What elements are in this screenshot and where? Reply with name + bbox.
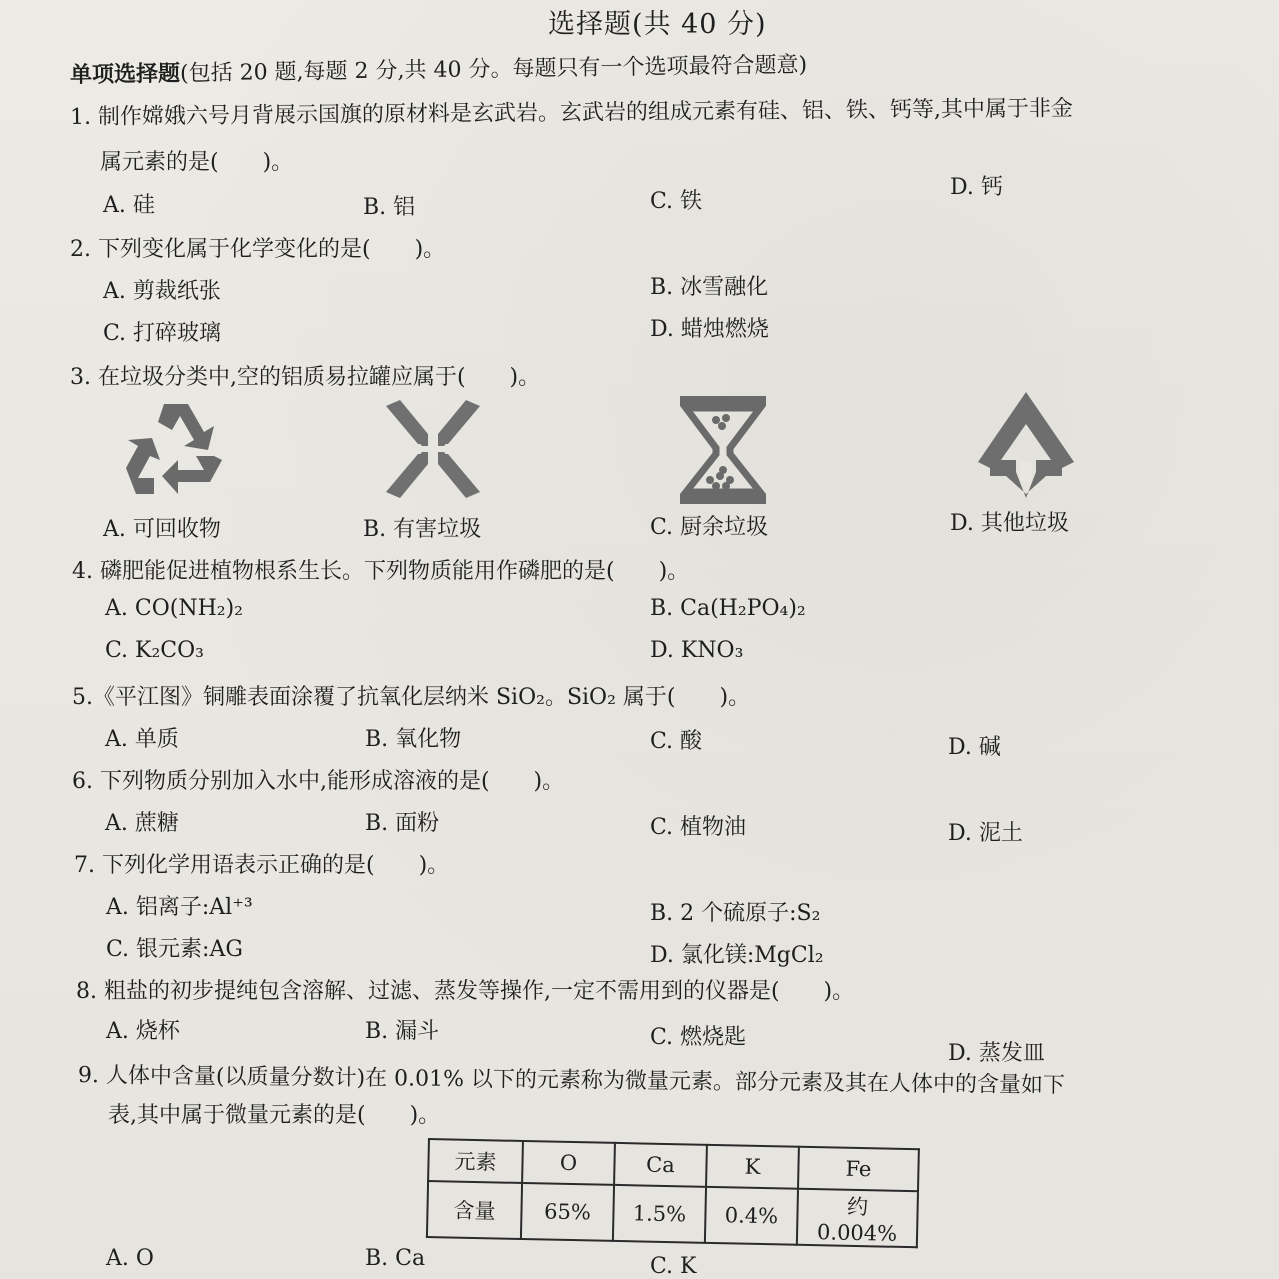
question-6-stem: 6. 下列物质分别加入水中,能形成溶液的是( )。: [72, 769, 565, 794]
table-cell: 元素: [428, 1139, 523, 1183]
q2-option-a: A. 剪裁纸张: [103, 279, 221, 304]
question-4-stem: 4. 磷肥能促进植物根系生长。下列物质能用作磷肥的是( )。: [72, 559, 690, 584]
element-content-table: [426, 1138, 920, 1248]
q8-option-a: A. 烧杯: [106, 1019, 180, 1044]
question-9-stem-cont: 表,其中属于微量元素的是( )。: [108, 1103, 441, 1128]
table-cell: 65%: [521, 1183, 614, 1241]
q5-option-c: C. 酸: [650, 729, 703, 754]
question-9-stem: 9. 人体中含量(以质量分数计)在 0.01% 以下的元素称为微量元素。部分元素及其在人体中的含量如下: [77, 1063, 1066, 1099]
kitchen-waste-icon: [680, 396, 766, 504]
question-3-stem: 3. 在垃圾分类中,空的铝质易拉罐应属于( )。: [70, 365, 541, 390]
q2-option-c: C. 打碎玻璃: [103, 321, 222, 346]
q8-option-d: D. 蒸发皿: [948, 1041, 1045, 1066]
table-cell: Ca: [614, 1143, 707, 1187]
q3-option-d: D. 其他垃圾: [950, 511, 1069, 536]
question-7-stem: 7. 下列化学用语表示正确的是( )。: [74, 853, 450, 878]
question-5-stem: 5.《平江图》铜雕表面涂覆了抗氧化层纳米 SiO₂。SiO₂ 属于( )。: [72, 685, 751, 710]
q2-option-d: D. 蜡烛燃烧: [650, 317, 769, 342]
q9-option-a: A. O: [106, 1246, 154, 1271]
q3-option-b: B. 有害垃圾: [363, 517, 482, 542]
section-desc: (包括 20 题,每题 2 分,共 40 分。每题只有一个选项最符合题意): [179, 52, 808, 87]
section-label: 单项选择题: [69, 61, 181, 88]
section-header: [70, 48, 807, 89]
q8-option-b: B. 漏斗: [365, 1019, 440, 1044]
table-cell: 约 0.004%: [797, 1189, 918, 1248]
table-cell: 含量: [427, 1181, 522, 1239]
table-cell: 0.4%: [705, 1187, 798, 1245]
table-cell: Fe: [798, 1147, 919, 1192]
q7-option-a: A. 铝离子:Al⁺³: [106, 895, 253, 920]
q6-option-c: C. 植物油: [650, 815, 747, 840]
q4-option-b: B. Ca(H₂PO₄)₂: [650, 596, 806, 621]
q3-option-a: A. 可回收物: [103, 517, 221, 542]
q6-option-d: D. 泥土: [948, 821, 1023, 846]
q1-option-b: B. 铝: [363, 195, 416, 220]
q9-option-c: C. K: [650, 1254, 697, 1279]
q7-option-c: C. 银元素:AG: [106, 937, 243, 962]
q1-option-d: D. 钙: [950, 175, 1003, 200]
q4-option-c: C. K₂CO₃: [105, 638, 204, 663]
q4-option-a: A. CO(NH₂)₂: [105, 596, 243, 621]
other-waste-icon: [976, 390, 1076, 500]
table-row: [427, 1181, 918, 1247]
q5-option-a: A. 单质: [105, 727, 179, 752]
recycle-icon: [118, 398, 234, 502]
q4-option-d: D. KNO₃: [650, 638, 744, 663]
question-1-stem-cont: 属元素的是( )。: [100, 150, 294, 175]
hazardous-waste-icon: [382, 400, 484, 498]
q1-option-a: A. 硅: [103, 193, 155, 218]
question-1-stem: 1. 制作嫦娥六号月背展示国旗的原材料是玄武岩。玄武岩的组成元素有硅、铝、铁、钙等,其中属于非金: [69, 96, 1074, 130]
q5-option-d: D. 碱: [948, 735, 1001, 760]
table-cell: O: [522, 1141, 615, 1185]
q5-option-b: B. 氧化物: [365, 727, 462, 752]
q6-option-a: A. 蔗糖: [105, 811, 179, 836]
question-8-stem: 8. 粗盐的初步提纯包含溶解、过滤、蒸发等操作,一定不需用到的仪器是( )。: [76, 979, 855, 1004]
q8-option-c: C. 燃烧匙: [650, 1025, 747, 1050]
q9-option-b: B. Ca: [365, 1246, 426, 1271]
q6-option-b: B. 面粉: [365, 811, 440, 836]
q1-option-c: C. 铁: [650, 189, 703, 214]
q3-option-c: C. 厨余垃圾: [650, 515, 769, 540]
table-cell: K: [706, 1145, 799, 1189]
q2-option-b: B. 冰雪融化: [650, 275, 769, 300]
q7-option-b: B. 2 个硫原子:S₂: [650, 901, 821, 926]
q7-option-d: D. 氯化镁:MgCl₂: [650, 943, 824, 968]
table-cell: 1.5%: [613, 1185, 706, 1243]
page-title: 选择题(共 40 分): [548, 9, 767, 40]
question-2-stem: 2. 下列变化属于化学变化的是( )。: [70, 237, 446, 262]
